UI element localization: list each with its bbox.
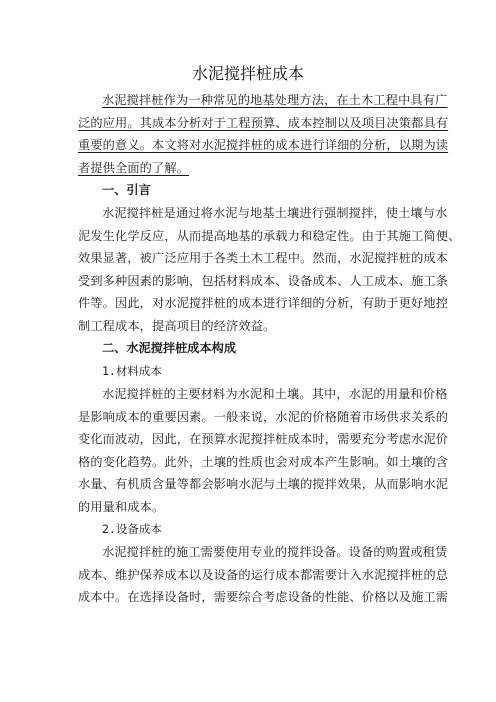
- document-title: 水泥搅拌桩成本: [191, 64, 304, 83]
- paragraph-line: 制工程成本，提高项目的经济效益。: [78, 318, 276, 333]
- paragraph-line: 水泥搅拌桩作为一种常见的地基处理方法，在土木工程中具有广: [102, 93, 448, 107]
- paragraph-line: 是影响成本的重要因素。一般来说，水泥的价格随着市场供求关系的: [78, 409, 449, 424]
- paragraph-line: 水泥搅拌桩是通过将水泥与地基土壤进行强制搅拌，使土壤与水: [102, 206, 448, 220]
- paragraph-line: 泛的应用。其成本分析对于工程预算、成本控制以及项目决策都具有: [78, 115, 449, 130]
- paragraph-line: 水泥搅拌桩的施工需要使用专业的搅拌设备。设备的购置或租赁: [102, 545, 448, 559]
- paragraph-line: 成本、维护保养成本以及设备的运行成本都需要计入水泥搅拌桩的总: [78, 567, 449, 582]
- paragraph-line: 重要的意义。本文将对水泥搅拌桩的成本进行详细的分析，以期为读: [78, 138, 449, 152]
- paragraph-line: 变化而波动，因此，在预算水泥搅拌桩成本时，需要充分考虑水泥价: [78, 432, 449, 446]
- paragraph-line: 件等。因此，对水泥搅拌桩的成本进行详细的分析，有助于更好地控: [78, 296, 449, 310]
- section-heading-introduction: 一、引言: [102, 183, 151, 197]
- paragraph-line: 受到多种因素的影响，包括材料成本、设备成本、人工成本、施工条: [78, 273, 449, 288]
- equipment-cost-paragraph: [78, 541, 449, 609]
- paragraph-line: 的用量和成本。: [78, 499, 165, 514]
- paragraph-line: 泥发生化学反应，从而提高地基的承载力和稳定性。由于其施工简便、: [78, 228, 461, 243]
- paragraph-line: 效果显著，被广泛应用于各类土木工程中。然而，水泥搅拌桩的成本: [78, 251, 449, 265]
- abstract-paragraph: [78, 89, 449, 179]
- subheading-material-cost: 1.材料成本: [102, 364, 162, 378]
- paragraph-line: 者提供全面的了解。: [78, 160, 190, 175]
- paragraph-line: 格的变化趋势。此外，土壤的性质也会对成本产生影响。如土壤的含: [78, 454, 449, 469]
- paragraph-line: 水量、有机质含量等都会影响水泥与土壤的搅拌效果，从而影响水泥: [78, 477, 449, 491]
- material-cost-paragraph: [78, 383, 449, 518]
- paragraph-line: 水泥搅拌桩的主要材料为水泥和土壤。其中，水泥的用量和价格: [102, 387, 448, 401]
- introduction-paragraph: [78, 202, 461, 337]
- paragraph-line: 成本中。在选择设备时，需要综合考虑设备的性能、价格以及施工需: [78, 590, 449, 604]
- subheading-equipment-cost: 2.设备成本: [102, 522, 162, 536]
- section-heading-cost-structure: 二、水泥搅拌桩成本构成: [102, 341, 237, 355]
